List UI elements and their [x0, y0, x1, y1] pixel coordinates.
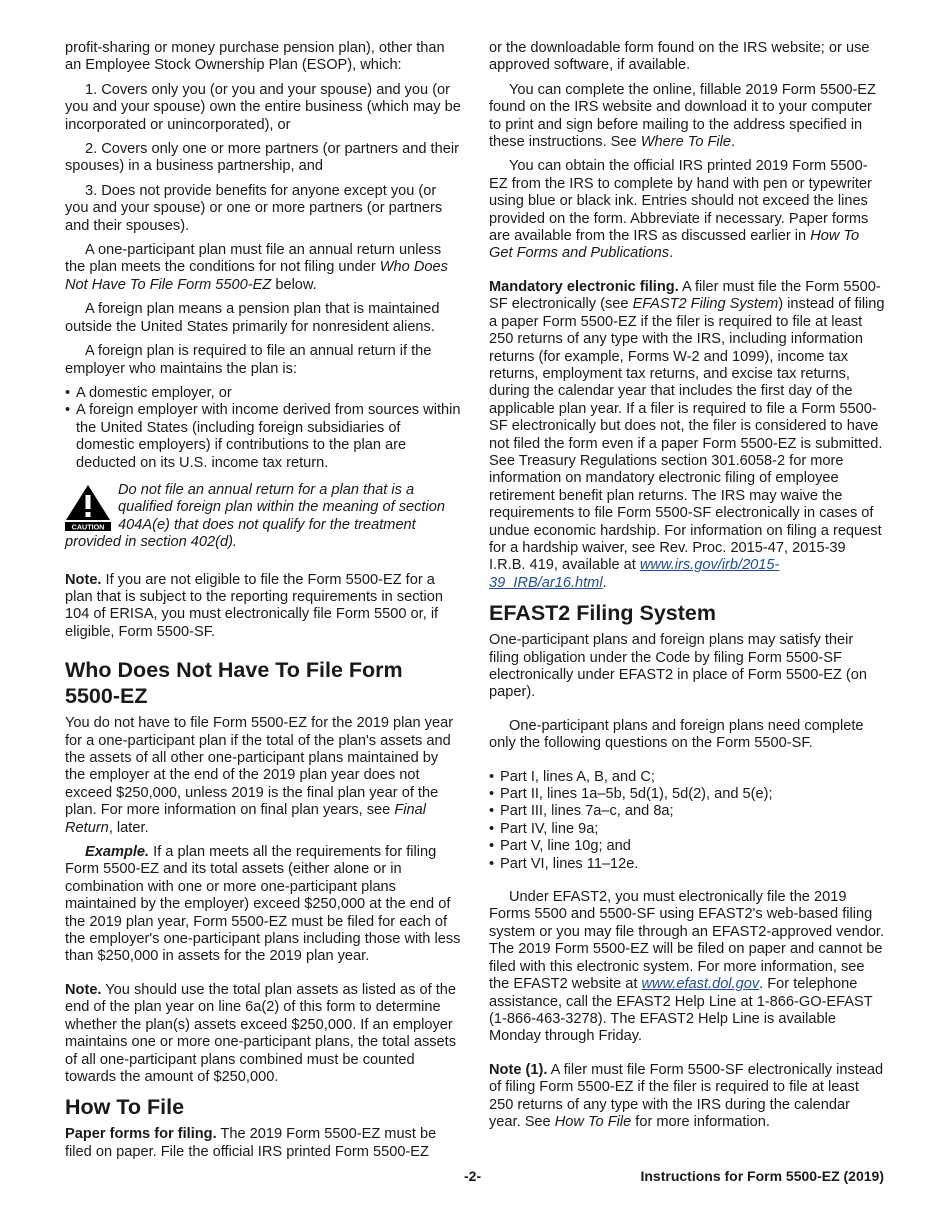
paragraph: Under EFAST2, you must electronically file the 2019 Forms 5500 and 5500-SF using EFAST2's web-based filing system or you may file through an EFAST2-approved vendor. The 2019 Form 5500-EZ will be filed on paper and cannot be filed with this electronic system. For more information, see the EFAST2 website at www.efast.dol.gov. For telephone assistance, call the EFAST2 Help Line at 1-866-GO-EFAST (1-866-463-3278). The EFAST2 Help Line is available Monday through Friday.	[489, 889, 885, 1045]
caution-text: Do not file an annual return for a plan that is a qualified foreign plan within the meaning of section 404A(e) that does not qualify for the treatment provided in section 402(d).	[65, 481, 445, 551]
left-column	[65, 40, 461, 1168]
paragraph: A foreign plan means a pension plan that is maintained outside the United States primarily for nonresident aliens.	[65, 301, 440, 335]
bullet-list	[65, 385, 461, 472]
page-number: -2-	[464, 1168, 482, 1184]
irs-link[interactable]: www.irs.gov/irb/2015-39_IRB/ar16.html	[489, 557, 780, 591]
paragraph: You can obtain the official IRS printed 2019 Form 5500-EZ from the IRS to complete by hand with pen or typewriter using blue or black ink. Entries should not exceed the lines provided on the form. Abbreviate if necessary. Paper forms are available from the IRS as discussed earlier in How To Get Forms and Publications.	[489, 158, 872, 262]
section-heading: EFAST2 Filing System	[489, 601, 716, 626]
paragraph: One-participant plans and foreign plans need complete only the following questions on the Form 5500-SF.	[489, 717, 864, 752]
caution-note	[65, 482, 461, 552]
paragraph: One-participant plans and foreign plans may satisfy their filing obligation under the Code by filing Form 5500-SF electronically under EFAST2 in place of Form 5500-EZ (on paper).	[489, 632, 867, 701]
bullet-list	[489, 769, 885, 873]
efast-link[interactable]: www.efast.dol.gov	[641, 976, 760, 993]
section-heading: How To File	[65, 1095, 185, 1120]
example-paragraph: Example. If a plan meets all the requirements for filing Form 5500-EZ and its total assets (either alone or in combination with one or more one-participant plans maintained by the employer) exceed $250,000 at the end of the 2019 plan year, Form 5500-EZ must be filed for each of the employer's one-participant plans including those with less than $250,000 in assets for the 2019 plan year.	[65, 844, 461, 965]
list-item: • Part I, lines A, B, and C;	[489, 769, 885, 786]
note-paragraph: Note (1). A filer must file Form 5500-SF electronically instead of filing Form 5500-EZ if the filer is required to file at least 250 returns of any type with the IRS during the calendar year. See How To File for more information.	[489, 1061, 884, 1130]
paragraph: 3. Does not provide benefits for anyone except you (or you and your spouse) or one or more partners (or partners and their spouses).	[65, 182, 443, 234]
paragraph: Mandatory electronic filing. A filer must file the Form 5500-SF electronically (see EFAST2 Filing System) instead of filing a paper Form 5500-EZ if the filer is required to file at least 250 returns of any type with the IRS, including information returns (for example, Forms W-2 and 1099), income tax returns, employment tax returns, and excise tax returns, during the calendar year that includes the first day of the applicable plan year. If a filer is required to file a Form 5500-SF electronically but does not, the filer is considered to have not filed the form even if a paper Form 5500-EZ is submitted. See Treasury Regulations section 301.6058-2 for more information on mandatory electronic filing of employee retirement benefit plan returns. The IRS may waive the requirements to file Form 5500-SF electronically in cases of undue economic hardship. For information on filing a request for a hardship waiver, see Rev. Proc. 2015-47, 2015-39 I.R.B. 419, available at www.irs.gov/irb/2015-39_IRB/ar16.html.	[489, 278, 885, 591]
list-item: • Part III, lines 7a–c, and 8a;	[489, 803, 885, 820]
paragraph: A one-participant plan must file an annual return unless the plan meets the conditions for not filing under Who Does Not Have To File Form 5500-EZ below.	[65, 242, 448, 293]
caution-triangle-icon	[65, 484, 111, 531]
list-item: • A domestic employer, or	[65, 385, 461, 402]
paragraph: or the downloadable form found on the IRS website; or use approved software, if available.	[489, 40, 870, 74]
paragraph: You do not have to file Form 5500-EZ for the 2019 plan year for a one-participant plan if the total of the plan's assets and the assets of all other one-participant plans maintained by the employer at the end of the 2019 plan year does not exceed $250,000, unless 2019 is the final plan year of the plan. For more information on final plan years, see Final Return, later.	[65, 715, 454, 836]
footer-title: Instructions for Form 5500-EZ (2019)	[640, 1168, 884, 1184]
paragraph: A foreign plan is required to file an annual return if the employer who maintains the plan is:	[65, 343, 432, 377]
list-item: • Part II, lines 1a–5b, 5d(1), 5d(2), and 5(e);	[489, 786, 885, 803]
caution-label: CAUTION	[71, 522, 105, 531]
list-item: • Part V, line 10g; and	[489, 838, 885, 855]
list-item: • Part VI, lines 11–12e.	[489, 856, 885, 873]
paragraph: 2. Covers only one or more partners (or partners and their spouses) in a business partnership, and	[65, 141, 459, 175]
section-heading: Who Does Not Have To File Form 5500-EZ	[65, 658, 403, 709]
note-paragraph: Note. If you are not eligible to file the Form 5500-EZ for a plan that is subject to the reporting requirements in section 104 of ERISA, you must electronically file Form 5500 or, if eligible, Form 5500-SF.	[65, 571, 444, 640]
right-column	[489, 40, 885, 1138]
list-item: • Part IV, line 9a;	[489, 821, 885, 838]
note-paragraph: Note. You should use the total plan assets as listed as of the end of the plan year on line 6a(2) of this form to determine whether the plan(s) assets exceed $250,000. If an employer maintains one or more one-participant plans, the total assets of all one-participant plans combined must be counted towards the amount of $250,000.	[65, 981, 457, 1085]
paragraph: profit-sharing or money purchase pension plan), other than an Employee Stock Ownership Plan (ESOP), which:	[65, 40, 445, 74]
paragraph: Paper forms for filing. The 2019 Form 5500-EZ must be filed on paper. File the official IRS printed Form 5500-EZ	[65, 1126, 437, 1160]
list-item: • A foreign employer with income derived from sources within the United States (including foreign subsidiaries of domestic employers) if contributions to the plan are deducted on its U.S. income tax return.	[65, 402, 461, 472]
paragraph: You can complete the online, fillable 2019 Form 5500-EZ found on the IRS website and download it to your computer to print and sign before mailing to the address specified in these instructions. See Where To File.	[489, 81, 876, 151]
paragraph: 1. Covers only you (or you and your spouse) and you (or you and your spouse) own the entire business (which may be incorporated or unincorporated), or	[65, 81, 461, 133]
